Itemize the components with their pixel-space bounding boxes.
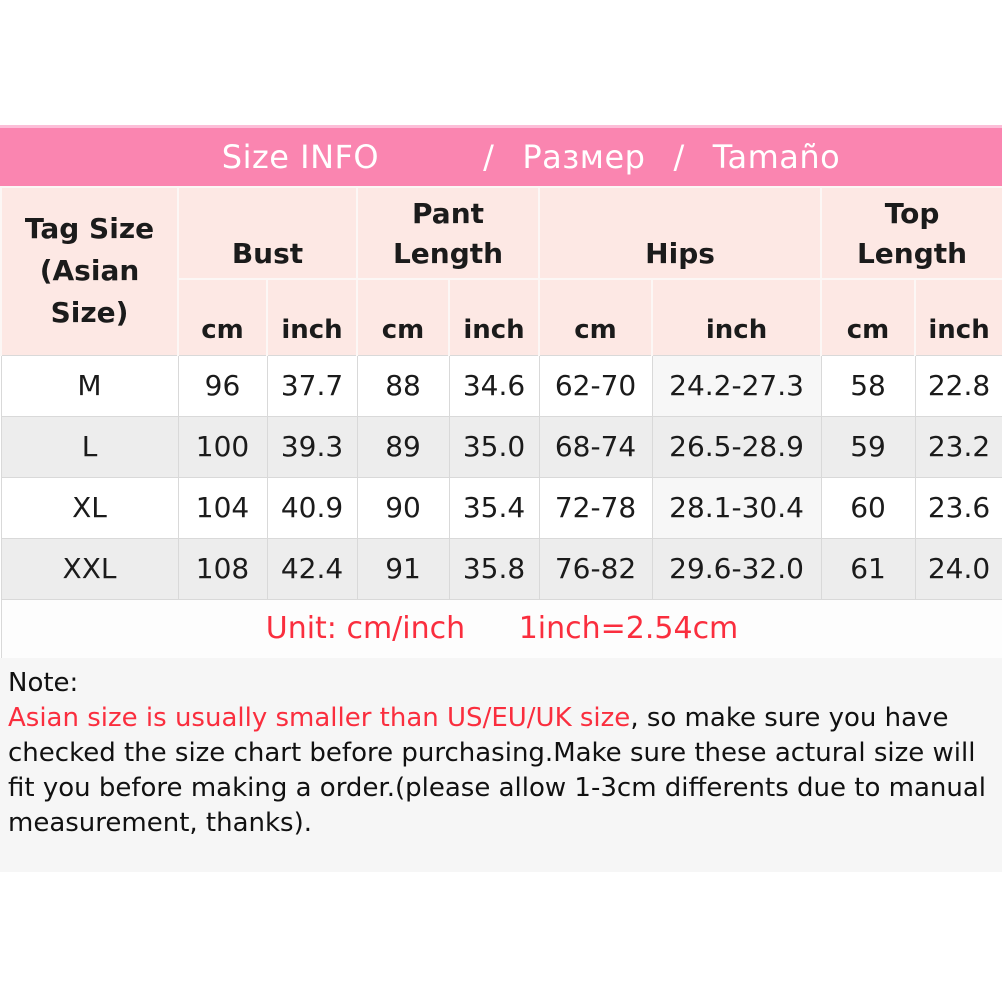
cell-top-inch: 24.0 xyxy=(915,538,1002,599)
note-rest: , so make sure you have checked the size chart before purchasing.Make sure these actural size will fit you before making a order.(please allow 1-3cm differents due to manual measurement, thanks). xyxy=(8,703,986,838)
group-label: Length xyxy=(856,237,968,270)
corner-line: Size) xyxy=(50,296,129,330)
group-label: Pant xyxy=(412,197,485,230)
cell-pant-cm: 89 xyxy=(357,416,449,477)
cell-bust-cm: 100 xyxy=(178,416,267,477)
title-separator: / xyxy=(483,138,495,176)
cell-tag-size: L xyxy=(1,416,178,477)
title-separator: / xyxy=(673,138,685,176)
subheader-pant-inch: inch xyxy=(449,279,539,355)
group-header-bust xyxy=(178,187,357,279)
note-highlight: Asian size is usually smaller than US/EU/UK size xyxy=(8,703,631,733)
cell-top-cm: 59 xyxy=(821,416,915,477)
size-chart-table xyxy=(0,186,1002,660)
cell-tag-size: M xyxy=(1,355,178,416)
subheader-pant-cm: cm xyxy=(357,279,449,355)
unit-note-units: Unit: cm/inch xyxy=(265,611,466,647)
group-header-top-length xyxy=(821,187,1002,279)
cell-pant-inch: 35.0 xyxy=(449,416,539,477)
table-row-l xyxy=(1,416,1002,477)
note-body xyxy=(8,701,992,841)
group-label: Bust xyxy=(231,237,304,270)
table-row-xl xyxy=(1,477,1002,538)
banner-title-es: Tamaño xyxy=(712,138,841,176)
cell-hips-inch: 24.2-27.3 xyxy=(652,355,821,416)
table-row-xxl xyxy=(1,538,1002,599)
size-info-banner xyxy=(0,125,1002,186)
corner-line: Tag Size xyxy=(24,212,155,246)
banner-title-en: Size INFO xyxy=(221,138,380,176)
cell-pant-inch: 35.4 xyxy=(449,477,539,538)
cell-hips-inch: 26.5-28.9 xyxy=(652,416,821,477)
note-section xyxy=(0,658,1002,872)
group-header-pant-length xyxy=(357,187,539,279)
subheader-bust-inch: inch xyxy=(267,279,357,355)
unit-note xyxy=(1,599,1002,659)
cell-bust-cm: 96 xyxy=(178,355,267,416)
cell-top-inch: 23.2 xyxy=(915,416,1002,477)
subheader-hips-cm: cm xyxy=(539,279,652,355)
cell-bust-inch: 37.7 xyxy=(267,355,357,416)
banner-title xyxy=(222,138,840,176)
subheader-hips-inch: inch xyxy=(652,279,821,355)
subheader-bust-cm: cm xyxy=(178,279,267,355)
cell-top-cm: 61 xyxy=(821,538,915,599)
cell-top-inch: 23.6 xyxy=(915,477,1002,538)
cell-bust-inch: 42.4 xyxy=(267,538,357,599)
cell-bust-inch: 39.3 xyxy=(267,416,357,477)
cell-bust-inch: 40.9 xyxy=(267,477,357,538)
cell-bust-cm: 104 xyxy=(178,477,267,538)
unit-note-row xyxy=(1,599,1002,659)
cell-bust-cm: 108 xyxy=(178,538,267,599)
note-label: Note: xyxy=(8,668,79,698)
cell-tag-size: XXL xyxy=(1,538,178,599)
group-label: Top xyxy=(884,197,940,230)
group-label: Length xyxy=(392,237,504,270)
cell-tag-size: XL xyxy=(1,477,178,538)
cell-hips-cm: 72-78 xyxy=(539,477,652,538)
cell-top-inch: 22.8 xyxy=(915,355,1002,416)
cell-hips-cm: 68-74 xyxy=(539,416,652,477)
group-label: Hips xyxy=(645,237,715,270)
cell-pant-cm: 91 xyxy=(357,538,449,599)
cell-hips-cm: 76-82 xyxy=(539,538,652,599)
cell-hips-inch: 29.6-32.0 xyxy=(652,538,821,599)
cell-pant-cm: 90 xyxy=(357,477,449,538)
corner-line: (Asian xyxy=(39,254,140,288)
cell-hips-inch: 28.1-30.4 xyxy=(652,477,821,538)
unit-note-conversion: 1inch=2.54cm xyxy=(518,611,739,647)
cell-pant-inch: 34.6 xyxy=(449,355,539,416)
subheader-top-inch: inch xyxy=(915,279,1002,355)
cell-pant-inch: 35.8 xyxy=(449,538,539,599)
cell-top-cm: 60 xyxy=(821,477,915,538)
cell-top-cm: 58 xyxy=(821,355,915,416)
group-header-hips xyxy=(539,187,821,279)
table-row-m xyxy=(1,355,1002,416)
cell-pant-cm: 88 xyxy=(357,355,449,416)
corner-header-tag-size xyxy=(1,187,178,355)
cell-hips-cm: 62-70 xyxy=(539,355,652,416)
subheader-top-cm: cm xyxy=(821,279,915,355)
banner-title-ru: Размер xyxy=(522,138,646,176)
